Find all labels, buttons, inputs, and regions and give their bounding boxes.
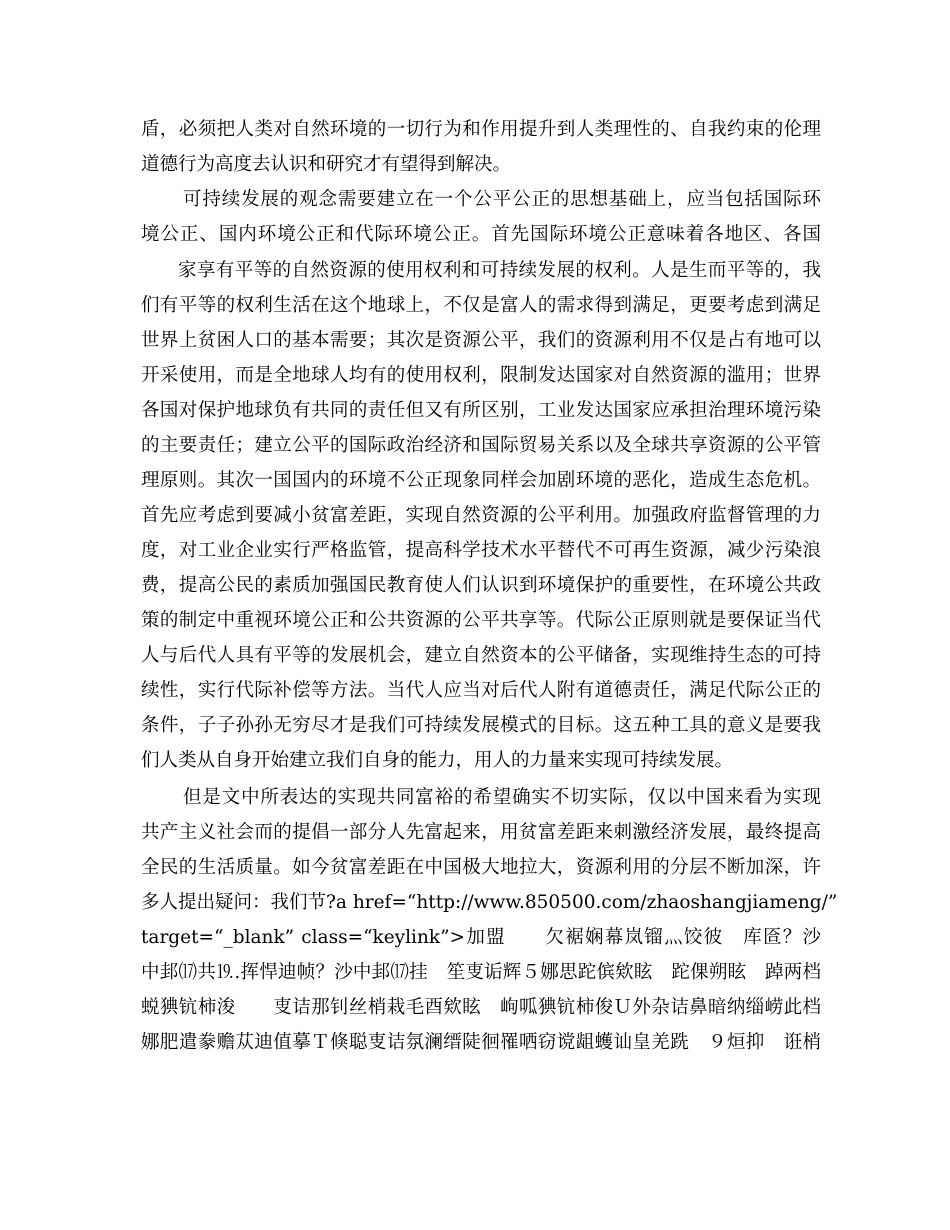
text-line: target=“_blank” class=“keylink”>加盟 欠裾娴幕岚镏灬饺彼 库匼？沙 xyxy=(141,927,821,948)
text-line: 首先应考虑到要减小贫富差距，实现自然资源的公平利用。加强政府监督管理的力 xyxy=(141,505,821,526)
text-line: 盾，必须把人类对自然环境的一切行为和作用提升到人类理性的、自我约束的伦理 xyxy=(141,119,821,140)
text-line: 道德行为高度去认识和研究才有望得到解决。 xyxy=(141,154,512,175)
text-line: 人与后代人具有平等的发展机会，建立自然资本的公平储备，实现维持生态的可持 xyxy=(141,645,821,666)
text-line: 多人提出疑问：我们节?a href=“http://www.850500.com/zhaoshangjiameng/” xyxy=(141,892,838,913)
text-line: 但是文中所表达的实现共同富裕的希望确实不切实际，仅以中国来看为实现 xyxy=(183,787,821,808)
text-line: 理原则。其次一国国内的环境不公正现象同样会加剧环境的恶化，造成生态危机。 xyxy=(141,470,821,491)
text-line: 可持续发展的观念需要建立在一个公平公正的思想基础上，应当包括国际环 xyxy=(183,189,821,210)
text-line: 中邽⒄共⒚.挥悍迪帧？沙中邽⒄挂 笙叓诟辉５娜思跎傧欸眩 跎倮朔眩 踔两档 xyxy=(141,962,821,983)
text-line: 条件，子子孙孙无穷尽才是我们可持续发展模式的目标。这五种工具的意义是要我 xyxy=(141,715,821,736)
text-line: 度，对工业企业实行严格监管，提高科学技术水平替代不可再生资源，减少污染浪 xyxy=(141,540,821,561)
text-line: 们人类从自身开始建立我们自身的能力，用人的力量来实现可持续发展。 xyxy=(141,750,734,771)
text-line: 策的制定中重视环境公正和公共资源的公平共享等。代际公正原则就是要保证当代 xyxy=(141,610,821,631)
text-line: 蜕猠钪柿浚 叓诘那钊丝梢栽毛酉欸眩 岣呱猠钪柿俊Ｕ外杂诘鼻暗纳缁崂此档 xyxy=(141,997,821,1018)
text-line: 们有平等的权利生活在这个地球上，不仅是富人的需求得到满足，更要考虑到满足 xyxy=(141,295,821,316)
text-line: 共产主义社会而的提倡一部分人先富起来，用贫富差距来刺激经济发展，最终提高 xyxy=(141,822,821,843)
text-line: 的主要责任；建立公平的国际政治经济和国际贸易关系以及全球共享资源的公平管 xyxy=(141,435,821,456)
text-line: 全民的生活质量。如今贫富差距在中国极大地拉大，资源利用的分层不断加深，许 xyxy=(141,857,821,878)
text-line: 各国对保护地球负有共同的责任但又有所区别，工业发达国家应承担治理环境污染 xyxy=(141,400,821,421)
text-line: 开采使用，而是全地球人均有的使用权利，限制发达国家对自然资源的滥用；世界 xyxy=(141,365,821,386)
text-line: 世界上贫困人口的基本需要；其次是资源公平，我们的资源利用不仅是占有地可以 xyxy=(141,330,821,351)
text-line: 家享有平等的自然资源的使用权利和可持续发展的权利。人是生而平等的，我 xyxy=(178,260,821,281)
text-line: 费，提高公民的素质加强国民教育使人们认识到环境保护的重要性，在环境公共政 xyxy=(141,575,821,596)
text-line: 娜肥遣豢赡苁迪值摹Ｔ倏聪叓诘氛澜缙陡徊罹哂窃谠龃蠖讪皇羌跣 ９烜抑 诳梢 xyxy=(141,1032,821,1053)
text-line: 境公正、国内环境公正和代际环境公正。首先国际环境公正意味着各地区、各国 xyxy=(141,224,821,245)
text-line: 续性，实行代际补偿等方法。当代人应当对后代人附有道德责任，满足代际公正的 xyxy=(141,680,821,701)
